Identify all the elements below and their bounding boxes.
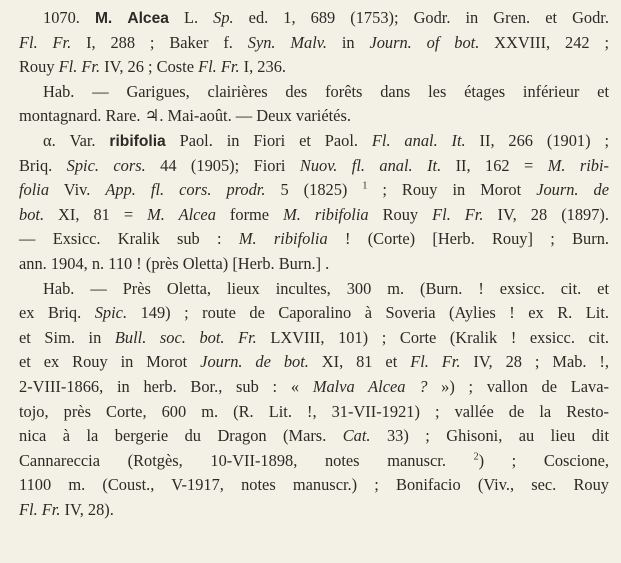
variety-citation-line: ann. 1904, n. 110 ! (près Oletta) [Herb. Burn.] . xyxy=(19,253,330,273)
italic-text: M. ribifolia xyxy=(238,229,328,249)
italic-text: Fl. Fr. xyxy=(58,57,101,77)
italic-text: Fl. Fr. xyxy=(198,57,240,77)
variety-habitat-line: 1100 m. (Coust., V-1917, notes manuscr.) ; Bonifacio (Viv., sec. Rouy xyxy=(19,475,609,495)
italic-text: M. ribifolia xyxy=(283,204,369,224)
variety-habitat-line: et Sim. in Bull. soc. bot. Fr. LXVIII, 101) ; Corte (Kralik ! exsicc. cit. xyxy=(19,327,609,347)
variety-habitat-line: Fl. Fr. IV, 28). xyxy=(19,499,114,519)
italic-text: Bull. soc. bot. Fr. xyxy=(114,327,257,347)
variety-citation: Var. ribifolia Paol. in Fiori et Paol. Fl. anal. It. II, 266 (1901) ; xyxy=(69,130,609,150)
italic-text: Cat. xyxy=(342,426,371,446)
citation-line: L. Sp. ed. 1, 689 (1753); Godr. in Gren. et Godr. xyxy=(183,8,609,27)
italic-text: Fl. anal. It. xyxy=(371,130,466,150)
italic-text: Sp. xyxy=(213,8,234,27)
variety-habitat-line: nica à la bergerie du Dragon (Mars. Cat. 33) ; Ghisoni, au lieu dit xyxy=(19,426,609,446)
italic-text: M. ribi- xyxy=(547,155,609,175)
variety-heading-line xyxy=(19,129,609,154)
italic-text: App. fl. cors. prodr. xyxy=(105,180,266,200)
variety-habitat-line: ex Briq. Spic. 149) ; route de Caporalino à Soveria (Aylies ! ex R. Lit. xyxy=(19,303,610,323)
variety-citation-line: bot. XI, 81 = M. Alcea forme M. ribifolia Rouy Fl. Fr. IV, 28 (1897). xyxy=(19,204,609,224)
entry-heading-line xyxy=(19,6,609,31)
italic-text: Journ. de xyxy=(536,180,609,200)
entry-number: 1070. xyxy=(43,8,80,27)
variety-habitat-line: et ex Rouy in Morot Journ. de bot. XI, 81 et Fl. Fr. IV, 28 ; Mab. !, xyxy=(19,352,609,372)
variety-citation-line: Briq. Spic. cors. 44 (1905); Fiori Nuov. fl. anal. It. II, 162 = M. ribi- xyxy=(19,155,609,175)
variety-citation-line: folia Viv. App. fl. cors. prodr. 5 (1825) $^1$ ; Rouy in Morot Journ. de xyxy=(19,180,609,200)
italic-text: Journ. de bot. xyxy=(200,352,309,372)
italic-text: Fl. Fr. xyxy=(410,352,461,372)
variety-habitat-line: Hab. — Près Oletta, lieux incultes, 300 m. (Burn. ! exsicc. cit. et xyxy=(43,278,609,298)
italic-text: bot. xyxy=(19,204,45,224)
variety-habitat-line: 2-VIII-1866, in herb. Bor., sub : « Malva Alcea ? ») ; vallon de Lava- xyxy=(19,376,609,396)
italic-text: Fl. Fr. xyxy=(19,499,61,519)
italic-text: Malva Alcea ? xyxy=(312,376,428,396)
variety-citation-line: — Exsicc. Kralik sub : M. ribifolia ! (Corte) [Herb. Rouy] ; Burn. xyxy=(19,229,609,249)
variety-habitat-line: tojo, près Corte, 600 m. (R. Lit. !, 31-VII-1921) ; vallée de la Resto- xyxy=(19,401,609,421)
habitat-line: Hab. — Garigues, clairières des forêts dans les étages inférieur et xyxy=(43,81,609,101)
citation-line: Fl. Fr. I, 288 ; Baker f. Syn. Malv. in Journ. of bot. XXVIII, 242 ; xyxy=(19,32,610,52)
genus-abbr: M. xyxy=(94,10,113,27)
variety-name: ribifolia xyxy=(109,132,166,150)
italic-text: Fl. Fr. xyxy=(19,32,72,52)
habitat-line: montagnard. Rare. ♃. Mai-août. — Deux variétés. xyxy=(19,106,351,126)
italic-text: M. Alcea xyxy=(147,204,216,224)
italic-text: Nuov. fl. anal. It. xyxy=(299,155,442,175)
species-name: Alcea xyxy=(127,10,169,27)
italic-text: Journ. of bot. xyxy=(369,32,480,52)
variety-habitat-line: Cannareccia (Rotgès, 10-VII-1898, notes manuscr. $^2$) ; Coscione, xyxy=(19,450,609,470)
footnote-mark: 1 xyxy=(362,180,368,192)
italic-text: Spic. cors. xyxy=(66,155,146,175)
species-entry-text xyxy=(19,6,609,522)
italic-text: folia xyxy=(19,180,50,200)
italic-text: Fl. Fr. xyxy=(432,204,484,224)
citation-line: Rouy Fl. Fr. IV, 26 ; Coste Fl. Fr. I, 236. xyxy=(19,57,286,77)
italic-text: Spic. xyxy=(94,303,128,323)
variety-marker: α. xyxy=(43,130,56,150)
footnote-mark: 2 xyxy=(473,451,479,463)
italic-text: Syn. Malv. xyxy=(247,32,327,52)
